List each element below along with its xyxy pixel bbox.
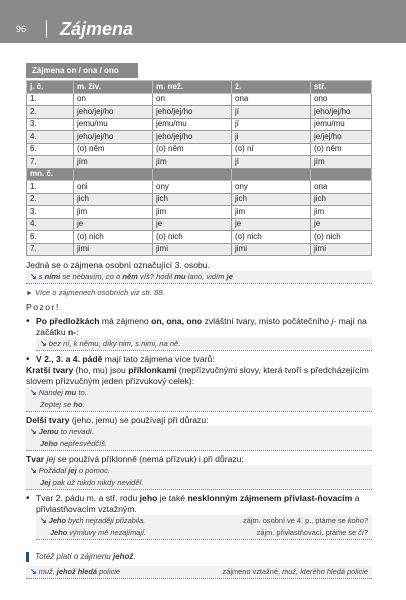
table-cell: je — [311, 218, 372, 231]
table-cell: ona — [311, 181, 372, 194]
rule-jeho: • Tvar 2. pádu m. a stř. rodu jeho je také nesklonným zájmenem přivlast-ňovacím a přivlastňovacím vztažným. — [26, 493, 372, 515]
declension-table — [26, 80, 372, 256]
table-cell: je — [153, 218, 232, 231]
table-header-cell — [153, 168, 232, 181]
example-7: ↘ muž, jehož hledá policie zájmeno vztažné, muž, kterého hledá policie — [26, 566, 372, 579]
table-cell: jim — [74, 206, 153, 219]
reference-link[interactable]: ► Více o zájmenech osobních viz str. 88. — [26, 288, 165, 297]
page-title: Zájmena — [60, 19, 134, 39]
table-cell: ono — [311, 93, 372, 106]
table-cell: oni — [74, 181, 153, 194]
table-cell: jemu/mu — [74, 118, 153, 131]
table-cell: 1. — [27, 181, 74, 194]
example-4b: Jeho nepřesvědčíš. — [26, 438, 372, 451]
table-cell: 2. — [27, 106, 74, 119]
table-row — [27, 106, 372, 119]
example-5a: ↘ Požádal jej o pomoc. — [26, 465, 372, 477]
rule-short-forms: Kratší tvary (ho, mu) jsou příklonkami (nepřízvučnými slovy, která tvoří s předcházejícím slovem přízvučným jeden přízvukový celek): — [26, 365, 369, 386]
table-cell: jeho/jej/ho — [153, 106, 232, 119]
page-number: 96 — [16, 24, 27, 34]
table-cell: je — [74, 218, 153, 231]
table-cell: jim — [153, 206, 232, 219]
table-cell: (o) nich — [232, 231, 311, 244]
table-cell: 7. — [27, 243, 74, 256]
arrow-icon: ↘ — [30, 466, 37, 475]
table-cell: jimi — [232, 243, 311, 256]
example-6b: Jeho výmluvy mě nezajímají. zájm. přivlastňovací, ptáme se čí? — [36, 527, 372, 540]
table-cell: jím — [311, 156, 372, 169]
table-cell: (o) nich — [74, 231, 153, 244]
section-title: Zájmena on / ona / ono — [26, 63, 138, 78]
rule-cases: • V 2., 3. a 4. pádě mají tato zájmena více tvarů: — [26, 354, 372, 365]
table-plural-header-row — [27, 168, 372, 181]
header-divider — [46, 20, 47, 38]
table-cell: jim — [232, 206, 311, 219]
table-header-cell: mn. č. — [27, 168, 74, 181]
table-cell: ona — [232, 93, 311, 106]
table-cell: jeho/jej/ho — [153, 131, 232, 144]
table-cell: 3. — [27, 118, 74, 131]
page-header — [0, 0, 406, 43]
table-header-cell — [232, 168, 311, 181]
table-cell: (o) něm — [74, 143, 153, 156]
arrow-icon: ↘ — [30, 272, 37, 281]
table-cell: ony — [153, 181, 232, 194]
table-cell: jich — [74, 193, 153, 206]
page-content — [26, 63, 372, 579]
table-cell: jím — [74, 156, 153, 169]
table-cell: 7. — [27, 156, 74, 169]
table-cell: jeho/jej/ho — [74, 106, 153, 119]
table-row — [27, 231, 372, 244]
table-row — [27, 143, 372, 156]
table-header-cell: j. č. — [27, 81, 74, 94]
table-cell: je/jej/ho — [311, 131, 372, 144]
table-cell: jimi — [74, 243, 153, 256]
table-header-cell — [74, 168, 153, 181]
table-cell: jim — [311, 206, 372, 219]
table-row — [27, 181, 372, 194]
table-cell: (o) něm — [311, 143, 372, 156]
table-row — [27, 218, 372, 231]
table-cell: jich — [232, 193, 311, 206]
table-cell: 6. — [27, 231, 74, 244]
table-cell: 4. — [27, 218, 74, 231]
table-cell: (o) ní — [232, 143, 311, 156]
warning-label: Pozor! — [26, 302, 60, 312]
table-cell: 3. — [27, 206, 74, 219]
table-cell: jeho/jej/ho — [74, 131, 153, 144]
table-cell: jich — [311, 193, 372, 206]
table-header-cell: m. živ. — [74, 81, 153, 94]
arrow-icon: ↘ — [30, 427, 37, 436]
table-row — [27, 206, 372, 219]
note-jehoz: Totéž platí o zájmenu jehož. — [26, 552, 372, 562]
rule-prepositions: • Po předložkách má zájmeno on, ona, ono zvláštní tvary, místo počátečního j- mají na začátku n-: — [26, 316, 372, 338]
table-header-cell — [311, 168, 372, 181]
table-cell: (o) nich — [311, 231, 372, 244]
table-cell: jich — [153, 193, 232, 206]
table-header-row — [27, 81, 372, 94]
example-5b: Jej pak už nikdo nikdy neviděl. — [26, 477, 372, 490]
table-cell: jí — [232, 156, 311, 169]
table-cell: (o) nich — [153, 231, 232, 244]
table-cell: ony — [232, 181, 311, 194]
table-cell: on — [153, 93, 232, 106]
table-row — [27, 131, 372, 144]
table-cell: 1. — [27, 93, 74, 106]
table-cell: (o) něm — [153, 143, 232, 156]
table-header-cell: ž. — [232, 81, 311, 94]
table-cell: jí — [232, 118, 311, 131]
table-row — [27, 243, 372, 256]
arrow-icon: ↘ — [40, 516, 47, 525]
rule-long-forms: Delší tvary (jeho, jemu) se používají při důrazu: — [26, 415, 209, 425]
example-3b: Zeptej se ho. — [26, 399, 372, 412]
table-cell: 6. — [27, 143, 74, 156]
table-header-cell: m. než. — [153, 81, 232, 94]
table-cell: on — [74, 93, 153, 106]
table-cell: jimi — [153, 243, 232, 256]
table-cell: 4. — [27, 131, 74, 144]
table-row — [27, 193, 372, 206]
table-cell: jemu/mu — [311, 118, 372, 131]
intro-text: Jedná se o zájmena osobní označující 3. osobu. — [26, 260, 210, 270]
table-cell: 2. — [27, 193, 74, 206]
table-cell: jimi — [311, 243, 372, 256]
example-3a: ↘ Nandej mu to. — [26, 387, 372, 399]
arrow-icon: ↘ — [40, 339, 47, 348]
rule-jej: Tvar jej se používá příklonně (nemá přízvuk) i při důrazu: — [26, 454, 244, 464]
table-row — [27, 93, 372, 106]
example-4a: ↘ Jemu to nevadí. — [26, 426, 372, 438]
table-row — [27, 156, 372, 169]
table-cell: jím — [153, 156, 232, 169]
table-header-cell: stř. — [311, 81, 372, 94]
table-cell: ji — [232, 131, 311, 144]
arrow-icon: ↘ — [30, 567, 37, 576]
table-cell: je — [232, 218, 311, 231]
table-cell: jemu/mu — [153, 118, 232, 131]
table-row — [27, 118, 372, 131]
table-cell: jí — [232, 106, 311, 119]
example-2: ↘ bez ní, k němu, díky nim, s nimi, na ně. — [36, 338, 372, 351]
arrow-icon: ↘ — [30, 388, 37, 397]
table-cell: jeho/jej/ho — [311, 106, 372, 119]
example-1: ↘ s ními se nebavím, co o něm víš? hodil mu lano, vidím je — [26, 271, 372, 284]
triangle-icon: ► — [26, 290, 33, 297]
example-6a: ↘ Jeho bych nejraději přizabila. zájm. osobní ve 4. p., ptáme se koho? — [36, 515, 372, 527]
